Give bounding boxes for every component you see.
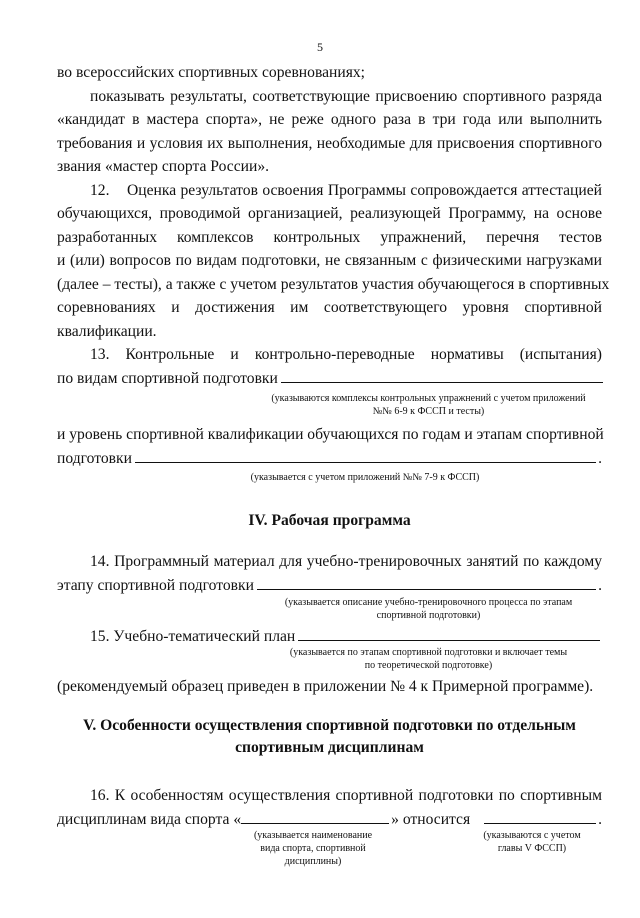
text-line: 13. Контрольные и контрольно-переводные нормативы (испытания) bbox=[90, 346, 602, 363]
footnote-caption: (указывается с учетом приложений №№ 7-9 к ФССП) bbox=[250, 472, 480, 483]
text-fragment: дисциплинам вида спорта « bbox=[57, 811, 242, 828]
text-fragment: по видам спортивной подготовки bbox=[57, 370, 278, 387]
text-line: разработанных комплексов контрольных упражнений, перечня тестов bbox=[57, 229, 602, 246]
text-line: «кандидат в мастера спорта», не реже одного раза в три года или выполнить bbox=[57, 111, 602, 128]
page-number: 5 bbox=[317, 40, 323, 54]
blank-underline bbox=[298, 640, 600, 641]
section-heading: IV. Рабочая программа bbox=[248, 512, 411, 529]
blank-underline bbox=[241, 823, 389, 824]
footnote-caption: дисциплины) bbox=[284, 856, 342, 867]
blank-underline bbox=[257, 589, 596, 590]
text-line: (рекомендуемый образец приведен в приложении № 4 к Примерной программе). bbox=[57, 678, 594, 695]
fill-in-line bbox=[57, 576, 602, 596]
footnote-caption: (указываются комплексы контрольных упражнений с учетом приложений bbox=[271, 393, 586, 404]
footnote-caption: главы V ФССП) bbox=[497, 843, 567, 854]
section-heading: V. Особенности осуществления спортивной подготовки по отдельным bbox=[83, 717, 576, 734]
text-line: (далее – тесты), а также с учетом результатов участия обучающегося в спортивных bbox=[57, 276, 610, 293]
blank-underline bbox=[281, 382, 603, 383]
blank-underline bbox=[135, 462, 596, 463]
text-fragment: 15. Учебно-тематический план bbox=[90, 628, 296, 645]
text-line: 12. Оценка результатов освоения Программы сопровождается аттестацией bbox=[90, 182, 602, 199]
footnote-caption: (указывается описание учебно-тренировочного процесса по этапам bbox=[284, 597, 573, 608]
footnote-caption: вида спорта, спортивной bbox=[260, 843, 366, 854]
text-line: обучающихся, проводимой организацией, реализующей Программу, на основе bbox=[57, 205, 602, 222]
footnote-caption: (указываются с учетом bbox=[483, 830, 581, 841]
footnote-caption: (указывается по этапам спортивной подготовки и включает темы bbox=[289, 647, 568, 658]
blank-underline bbox=[484, 823, 596, 824]
text-fragment: подготовки bbox=[57, 450, 132, 467]
period: . bbox=[598, 450, 602, 467]
period: . bbox=[598, 811, 602, 828]
text-line: 14. Программный материал для учебно-тренировочных занятий по каждому bbox=[90, 553, 602, 570]
text-line: квалификации. bbox=[57, 323, 157, 340]
period: . bbox=[598, 577, 602, 594]
text-fragment: этапу спортивной подготовки bbox=[57, 577, 254, 594]
footnote-caption: по теоретической подготовке) bbox=[364, 660, 493, 671]
text-line: соревнованиях и достижения им соответствующего уровня спортивной bbox=[57, 299, 602, 316]
text-line: и уровень спортивной квалификации обучающихся по годам и этапам спортивной bbox=[57, 426, 604, 443]
footnote-caption: №№ 6-9 к ФССП и тесты) bbox=[372, 406, 485, 417]
text-line: показывать результаты, соответствующие присвоению спортивного разряда bbox=[90, 88, 602, 105]
fill-in-line bbox=[57, 369, 602, 389]
fill-in-line bbox=[90, 627, 602, 647]
footnote-caption: (указывается наименование bbox=[253, 830, 373, 841]
text-fragment: » относится bbox=[391, 811, 471, 828]
text-line: во всероссийских спортивных соревнованиях; bbox=[57, 64, 366, 81]
footnote-caption: спортивной подготовки) bbox=[376, 610, 481, 621]
text-line: звания «мастер спорта России». bbox=[57, 158, 270, 175]
fill-in-line bbox=[57, 449, 602, 469]
text-line: 16. К особенностям осуществления спортивной подготовки по спортивным bbox=[90, 787, 602, 804]
section-heading: спортивным дисциплинам bbox=[235, 739, 424, 756]
fill-in-line bbox=[57, 810, 602, 830]
text-line: требования и условия их выполнения, необходимые для присвоения спортивного bbox=[57, 135, 602, 152]
text-line: и (или) вопросов по видам подготовки, не связанным с физическими нагрузками bbox=[57, 252, 602, 269]
